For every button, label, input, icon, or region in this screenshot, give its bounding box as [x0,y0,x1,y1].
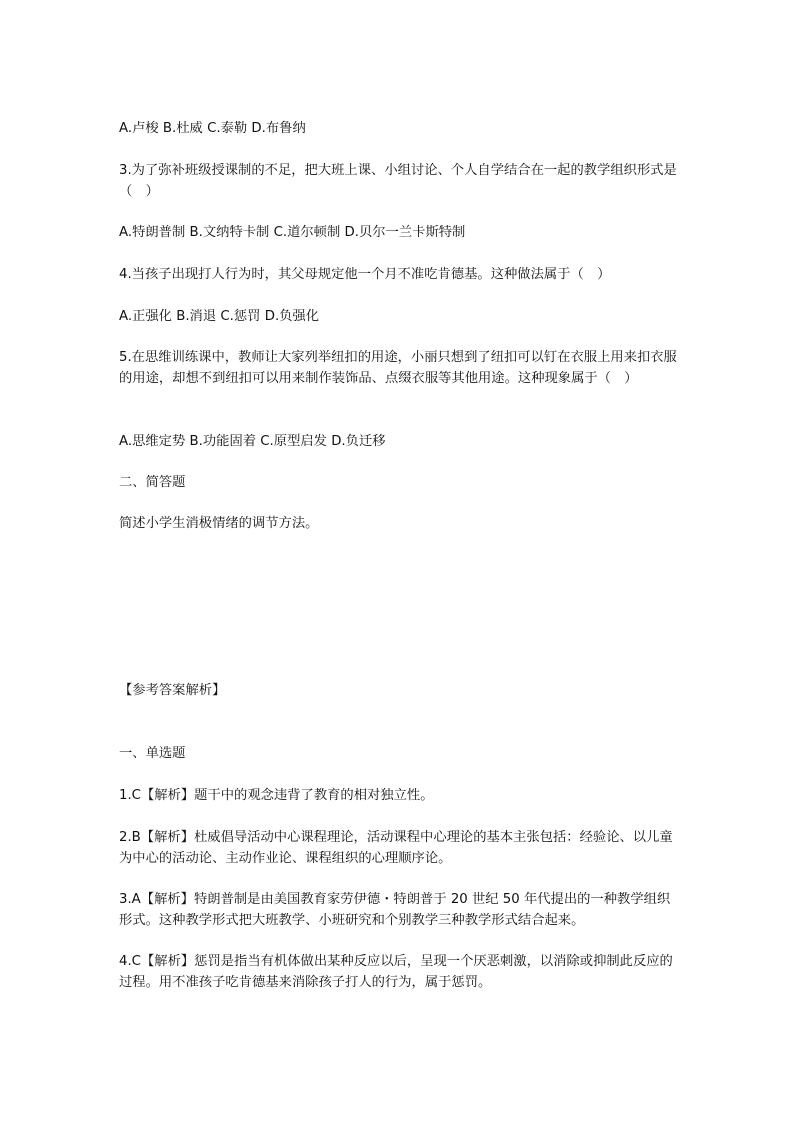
section2-heading: 二、简答题 [119,475,186,490]
q2-options: A.卢梭 B.杜威 C.泰勒 D.布鲁纳 [119,121,306,136]
q4-options: A.正强化 B.消退 C.惩罚 D.负强化 [119,309,320,324]
q3-options: A.特朗普制 B.文纳特卡制 C.道尔顿制 D.贝尔一兰卡斯特制 [119,225,466,240]
answer-item-3: 3.A【解析】特朗普制是由美国教育家劳伊德・特朗普于 20 世纪 50 年代提出的一种教学组织形式。这种教学形式把大班教学、小班研究和个别教学三种教学形式结合起来。 [119,892,671,928]
q5-stem: 5.在思维训练课中，教师让大家列举纽扣的用途，小丽只想到了纽扣可以钉在衣服上用来扣衣服的用途，却想不到纽扣可以用来制作装饰品、点缀衣服等其他用途。这种现象属于（ ） [119,350,677,386]
answer-item-1: 1.C【解析】题干中的观念违背了教育的相对独立性。 [119,788,434,803]
answers-title: 【参考答案解析】 [119,683,226,698]
q4-stem: 4.当孩子出现打人行为时，其父母规定他一个月不准吃肯德基。这种做法属于（ ） [119,267,611,282]
q3-stem: 3.为了弥补班级授课制的不足，把大班上课、小组讨论、个人自学结合在一起的教学组织形式是（ ） [119,163,677,199]
section2-question: 简述小学生消极情绪的调节方法。 [119,516,319,531]
answer-item-4: 4.C【解析】惩罚是指当有机体做出某种反应以后，呈现一个厌恶刺激，以消除或抑制此反应的过程。用不准孩子吃肯德基来消除孩子打人的行为，属于惩罚。 [119,954,673,990]
answers-section1-heading: 一、单选题 [119,746,186,761]
answer-item-2: 2.B【解析】杜威倡导活动中心课程理论，活动课程中心理论的基本主张包括：经验论、以儿童为中心的活动论、主动作业论、课程组织的心理顺序论。 [119,830,673,866]
q5-options: A.思维定势 B.功能固着 C.原型启发 D.负迁移 [119,434,386,449]
